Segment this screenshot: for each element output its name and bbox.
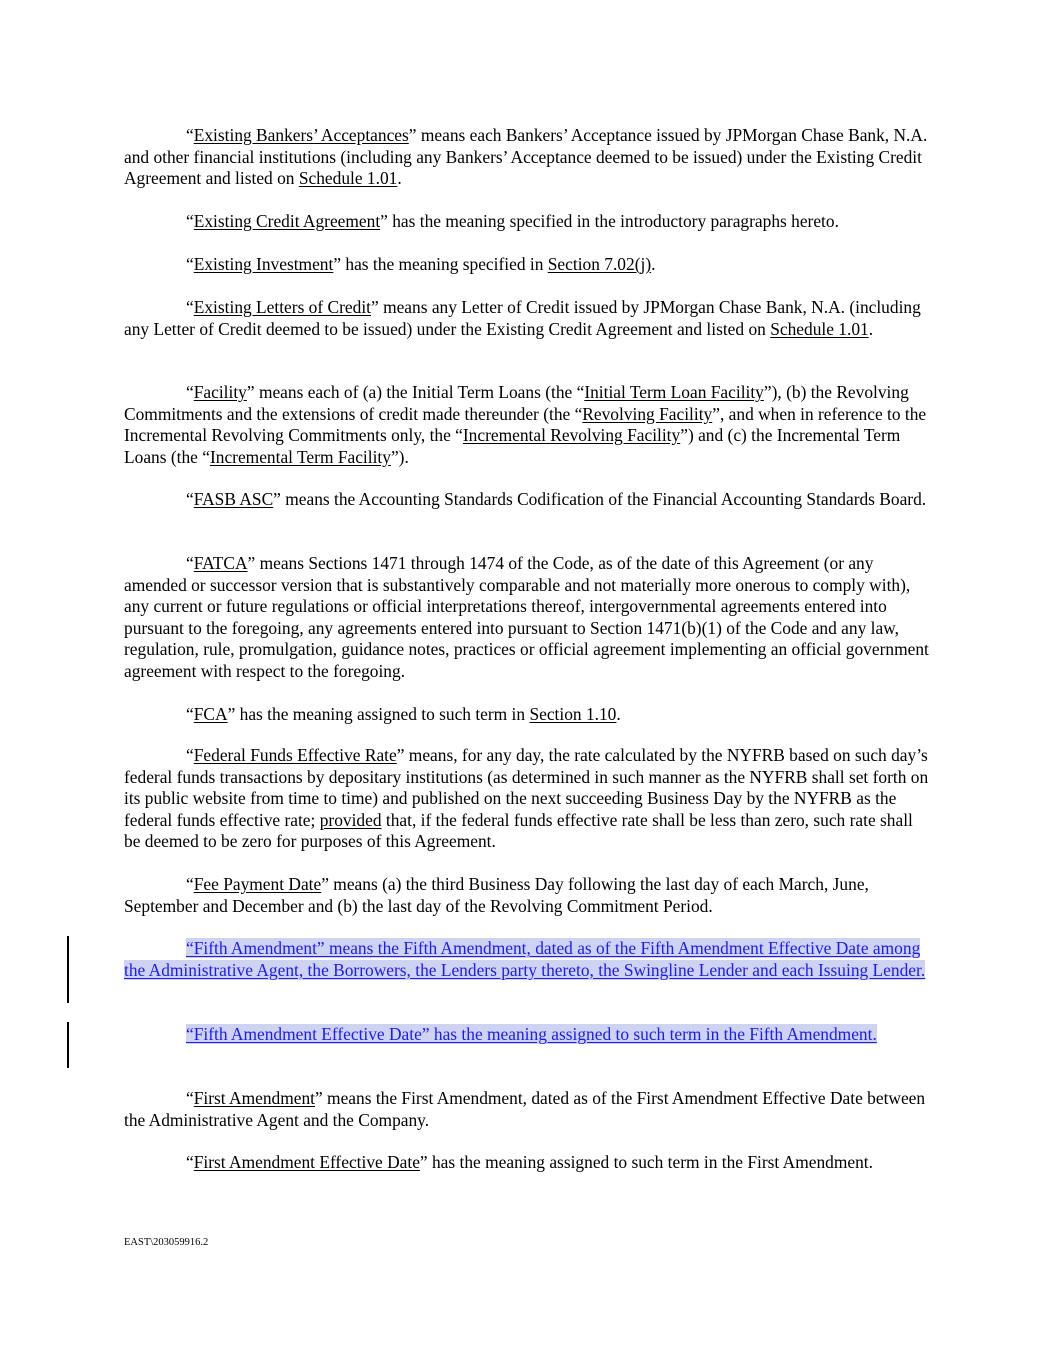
definition-text: ”, and when in reference to the Incremental Revolving Commitments only, the “ [124, 403, 927, 446]
definition-text: ” means each Bankers’ Acceptance issued by JPMorgan Chase Bank, N.A. and other financial institutions (including any Bankers’ Acceptance deemed to be issued) under the Existing Credit Agreement and listed on [124, 125, 928, 189]
change-bar [67, 936, 69, 1003]
definition-text: “ [186, 254, 194, 274]
definition-text: ” has the meaning assigned to such term in [227, 704, 530, 724]
definition-text: “ [186, 1088, 194, 1108]
definition-text: ” means Sections 1471 through 1474 of the Code, as of the date of this Agreement (or any amended or successor version that is substantively comparable and not materially more onerous to comply with), any current or future regulations or official interpretations thereof, intergovernmental agreements entered into pursuant to the foregoing, any agreements entered into pursuant to Section 1471(b)(1) of the Code and any law, regulation, rule, promulgation, guidance notes, practices or official agreement implementing an official government agreement with respect to the foregoing. [124, 553, 929, 681]
definition-federal-funds-effective-rate [124, 745, 932, 853]
definition-existing-investment [124, 254, 932, 276]
definition-fatca [124, 553, 932, 683]
definition-text: ” means the First Amendment, dated as of the First Amendment Effective Date between the Administrative Agent and the Company. [124, 1088, 926, 1130]
definition-text: “ [186, 211, 194, 231]
definition-text: ” means the Accounting Standards Codification of the Financial Accounting Standards Board. [273, 489, 927, 509]
definition-text: ”), (b) the Revolving Commitments and the extensions of credit made thereunder (the “ [124, 382, 909, 424]
definition-text: “ [186, 553, 194, 573]
definition-existing-bankers-acceptances [124, 125, 932, 190]
definition-text: ”) and (c) the Incremental Term Loans (the “ [124, 425, 901, 467]
inserted-text: “Fifth Amendment” means the Fifth Amendment, dated as of the Fifth Amendment Effective Date among the Administrative Agent, the Borrowers, the Lenders party thereto, the Swingline Lender and each Issuing Lender. [124, 938, 926, 980]
change-bar [67, 1022, 69, 1068]
definition-text: ” means each of (a) the Initial Term Loans (the “ [246, 382, 585, 402]
definition-fca [124, 704, 932, 726]
definition-text: ” has the meaning specified in [333, 254, 548, 274]
inserted-text: “Fifth Amendment Effective Date” has the meaning assigned to such term in the Fifth Amendment. [186, 1024, 877, 1044]
underlined-term: provided [319, 809, 382, 830]
definition-text: “ [186, 1152, 194, 1172]
underlined-term: Federal Funds Effective Rate [193, 745, 397, 765]
underlined-term: Existing Bankers’ Acceptances [193, 125, 409, 145]
definition-fifth-amendment-effective-date [124, 1024, 932, 1046]
underlined-term: First Amendment Effective Date [193, 1152, 420, 1172]
footer-doc-id: EAST\203059916.2 [124, 1237, 209, 1248]
definition-fasb-asc [124, 489, 932, 511]
definition-text: . [651, 254, 656, 274]
definition-text: “ [186, 489, 194, 509]
definition-text: “ [186, 382, 194, 402]
underlined-term: Existing Credit Agreement [193, 211, 381, 231]
underlined-term: Existing Letters of Credit [193, 297, 371, 317]
definition-text: . [868, 318, 874, 339]
underlined-term: Section 1.10 [529, 704, 617, 724]
definition-text: “ [186, 745, 194, 765]
underlined-term: FATCA [193, 553, 248, 573]
definition-fifth-amendment [124, 938, 932, 981]
underlined-term: Incremental Term Facility [209, 446, 391, 467]
definition-text: ”). [390, 446, 409, 467]
definition-text: ” means any Letter of Credit issued by JPMorgan Chase Bank, N.A. (including any Letter of Credit deemed to be issued) under the Existing Credit Agreement and listed on [124, 297, 921, 339]
underlined-term: Facility [193, 382, 247, 402]
underlined-term: Revolving Facility [582, 403, 713, 424]
underlined-term: Schedule 1.01 [770, 318, 869, 339]
underlined-term: First Amendment [193, 1088, 315, 1108]
definition-text: “ [186, 125, 194, 145]
definition-text: ” means (a) the third Business Day following the last day of each March, June, September and December and (b) the last day of the Revolving Commitment Period. [124, 874, 869, 916]
definition-text: “ [186, 704, 194, 724]
definition-text: ” has the meaning specified in the introductory paragraphs hereto. [380, 211, 839, 231]
underlined-term: Schedule 1.01 [298, 168, 398, 189]
underlined-term: Initial Term Loan Facility [584, 382, 764, 402]
definition-text: that, if the federal funds effective rate shall be less than zero, such rate shall be deemed to be zero for purposes of this Agreement. [124, 809, 913, 852]
definition-fee-payment-date [124, 874, 932, 917]
underlined-term: FCA [193, 704, 228, 724]
definition-existing-letters-of-credit [124, 297, 932, 340]
definition-existing-credit-agreement [124, 211, 932, 233]
definition-text: ” has the meaning assigned to such term in the First Amendment. [419, 1152, 873, 1172]
underlined-term: Fee Payment Date [193, 874, 322, 894]
definition-text: “ [186, 297, 194, 317]
definition-text: . [616, 704, 621, 724]
definition-text: . [397, 168, 402, 189]
definition-text: ” means, for any day, the rate calculated by the NYFRB based on such day’s federal funds transactions by depositary institutions (as determined in such manner as the NYFRB shall set forth on its public website from time to time) and published on the next succeeding Business Day by the NYFRB as the federal funds effective rate; [124, 745, 929, 830]
definition-text: “ [186, 874, 194, 894]
definition-facility [124, 382, 932, 468]
definition-first-amendment-effective-date [124, 1152, 932, 1174]
underlined-term: Section 7.02(j) [547, 254, 652, 274]
underlined-term: FASB ASC [193, 489, 274, 509]
underlined-term: Existing Investment [193, 254, 334, 274]
definition-first-amendment [124, 1088, 932, 1131]
underlined-term: Incremental Revolving Facility [462, 425, 681, 446]
